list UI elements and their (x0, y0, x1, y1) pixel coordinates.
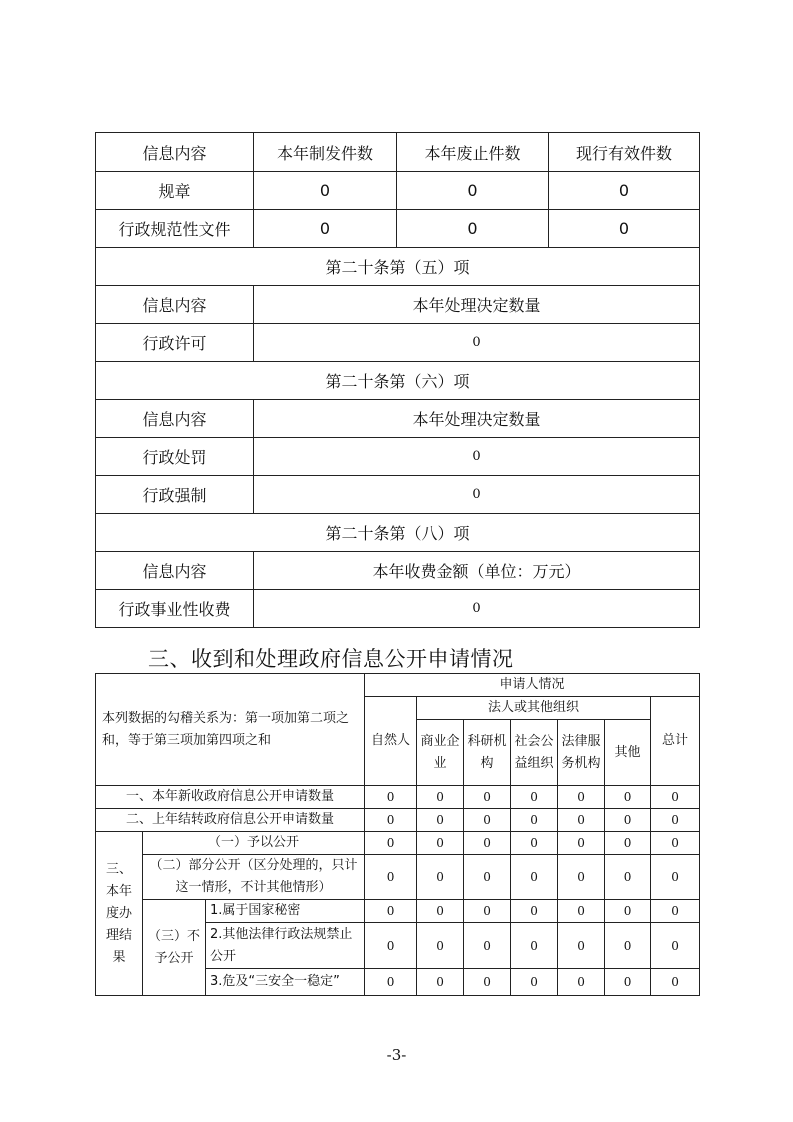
value-cell: 0 (365, 809, 417, 832)
value-cell: 0 (558, 855, 605, 900)
section-header-row (96, 552, 700, 590)
value-cell: 0 (365, 969, 417, 996)
column-header: 总计 (651, 697, 700, 786)
value-cell: 0 (464, 832, 511, 855)
row-sublabel: 1.属于国家秘密 (206, 900, 365, 923)
value-cell: 0 (511, 786, 558, 809)
value-cell: 0 (558, 832, 605, 855)
value-cell: 0 (397, 172, 549, 210)
header-cell: 本年处理决定数量 (254, 286, 700, 324)
row-label: （三）不予公开 (143, 900, 206, 996)
header-cell: 本年制发件数 (254, 133, 397, 172)
value-cell: 0 (605, 832, 651, 855)
value-cell: 0 (464, 855, 511, 900)
applicant-header: 申请人情况 (365, 674, 700, 697)
value-cell: 0 (397, 210, 549, 248)
value-cell: 0 (549, 172, 700, 210)
table-header-row (96, 674, 700, 697)
value-cell: 0 (651, 786, 700, 809)
table-row (96, 855, 700, 900)
value-cell: 0 (651, 855, 700, 900)
column-header: 社会公益组织 (511, 720, 558, 786)
value-cell: 0 (417, 923, 464, 969)
table-row (96, 324, 700, 362)
value-cell: 0 (511, 969, 558, 996)
header-cell: 现行有效件数 (549, 133, 700, 172)
value-cell: 0 (254, 324, 700, 362)
value-cell: 0 (511, 923, 558, 969)
value-cell: 0 (511, 855, 558, 900)
value-cell: 0 (511, 809, 558, 832)
header-cell: 信息内容 (96, 552, 254, 590)
value-cell: 0 (605, 809, 651, 832)
document-statistics-table (95, 132, 700, 628)
value-cell: 0 (254, 590, 700, 628)
header-cell: 本年废止件数 (397, 133, 549, 172)
value-cell: 0 (651, 832, 700, 855)
table-row (96, 832, 700, 855)
value-cell: 0 (417, 786, 464, 809)
value-cell: 0 (549, 210, 700, 248)
legal-entity-header: 法人或其他组织 (417, 697, 651, 720)
value-cell: 0 (254, 172, 397, 210)
value-cell: 0 (651, 809, 700, 832)
section-title: 第二十条第（八）项 (96, 514, 700, 552)
row-label: 规章 (96, 172, 254, 210)
column-header: 其他 (605, 720, 651, 786)
column-header: 科研机构 (464, 720, 511, 786)
value-cell: 0 (417, 900, 464, 923)
value-cell: 0 (365, 900, 417, 923)
column-header: 商业企业 (417, 720, 464, 786)
row-label: 一、本年新收政府信息公开申请数量 (96, 786, 365, 809)
value-cell: 0 (605, 923, 651, 969)
header-cell: 信息内容 (96, 400, 254, 438)
value-cell: 0 (558, 923, 605, 969)
value-cell: 0 (511, 832, 558, 855)
table-row (96, 786, 700, 809)
value-cell: 0 (365, 923, 417, 969)
value-cell: 0 (365, 786, 417, 809)
value-cell: 0 (464, 809, 511, 832)
value-cell: 0 (464, 900, 511, 923)
header-cell: 信息内容 (96, 133, 254, 172)
table-row (96, 900, 700, 923)
column-header: 自然人 (365, 697, 417, 786)
value-cell: 0 (605, 969, 651, 996)
value-cell: 0 (605, 855, 651, 900)
value-cell: 0 (417, 855, 464, 900)
table-row (96, 210, 700, 248)
value-cell: 0 (365, 855, 417, 900)
table-row (96, 809, 700, 832)
page-number: -3- (386, 1046, 407, 1064)
disclosure-requests-table (95, 673, 700, 996)
value-cell: 0 (651, 900, 700, 923)
value-cell: 0 (651, 923, 700, 969)
value-cell: 0 (254, 210, 397, 248)
value-cell: 0 (417, 969, 464, 996)
value-cell: 0 (558, 969, 605, 996)
value-cell: 0 (254, 476, 700, 514)
section-header-row (96, 400, 700, 438)
row-sublabel: 2.其他法律行政法规禁止公开 (206, 923, 365, 969)
value-cell: 0 (558, 900, 605, 923)
column-header: 法律服务机构 (558, 720, 605, 786)
section-title: 第二十条第（六）项 (96, 362, 700, 400)
row-label: 二、上年结转政府信息公开申请数量 (96, 809, 365, 832)
value-cell: 0 (651, 969, 700, 996)
section-heading: 三、收到和处理政府信息公开申请情况 (148, 647, 514, 671)
row-label: 行政事业性收费 (96, 590, 254, 628)
value-cell: 0 (511, 900, 558, 923)
section-title-row (96, 248, 700, 286)
value-cell: 0 (605, 786, 651, 809)
header-cell: 本年收费金额（单位：万元） (254, 552, 700, 590)
value-cell: 0 (558, 809, 605, 832)
corner-note: 本列数据的勾稽关系为：第一项加第二项之和，等于第三项加第四项之和 (96, 674, 365, 786)
row-label: 行政处罚 (96, 438, 254, 476)
row-label: （二）部分公开（区分处理的，只计这一情形，不计其他情形） (143, 855, 365, 900)
header-cell: 本年处理决定数量 (254, 400, 700, 438)
section-title-row (96, 514, 700, 552)
row-label: 行政许可 (96, 324, 254, 362)
value-cell: 0 (464, 923, 511, 969)
table-row (96, 438, 700, 476)
value-cell: 0 (254, 438, 700, 476)
table-header-row (96, 133, 700, 172)
table-row (96, 172, 700, 210)
table-row (96, 590, 700, 628)
header-cell: 信息内容 (96, 286, 254, 324)
group-label: 三、本年度办理结果 (96, 832, 143, 996)
row-sublabel: 3.危及“三安全一稳定” (206, 969, 365, 996)
row-label: 行政强制 (96, 476, 254, 514)
section-header-row (96, 286, 700, 324)
value-cell: 0 (365, 832, 417, 855)
value-cell: 0 (464, 969, 511, 996)
value-cell: 0 (464, 786, 511, 809)
value-cell: 0 (417, 832, 464, 855)
section-title: 第二十条第（五）项 (96, 248, 700, 286)
value-cell: 0 (558, 786, 605, 809)
value-cell: 0 (605, 900, 651, 923)
section-title-row (96, 362, 700, 400)
row-label: （一）予以公开 (143, 832, 365, 855)
value-cell: 0 (417, 809, 464, 832)
row-label: 行政规范性文件 (96, 210, 254, 248)
table-row (96, 476, 700, 514)
